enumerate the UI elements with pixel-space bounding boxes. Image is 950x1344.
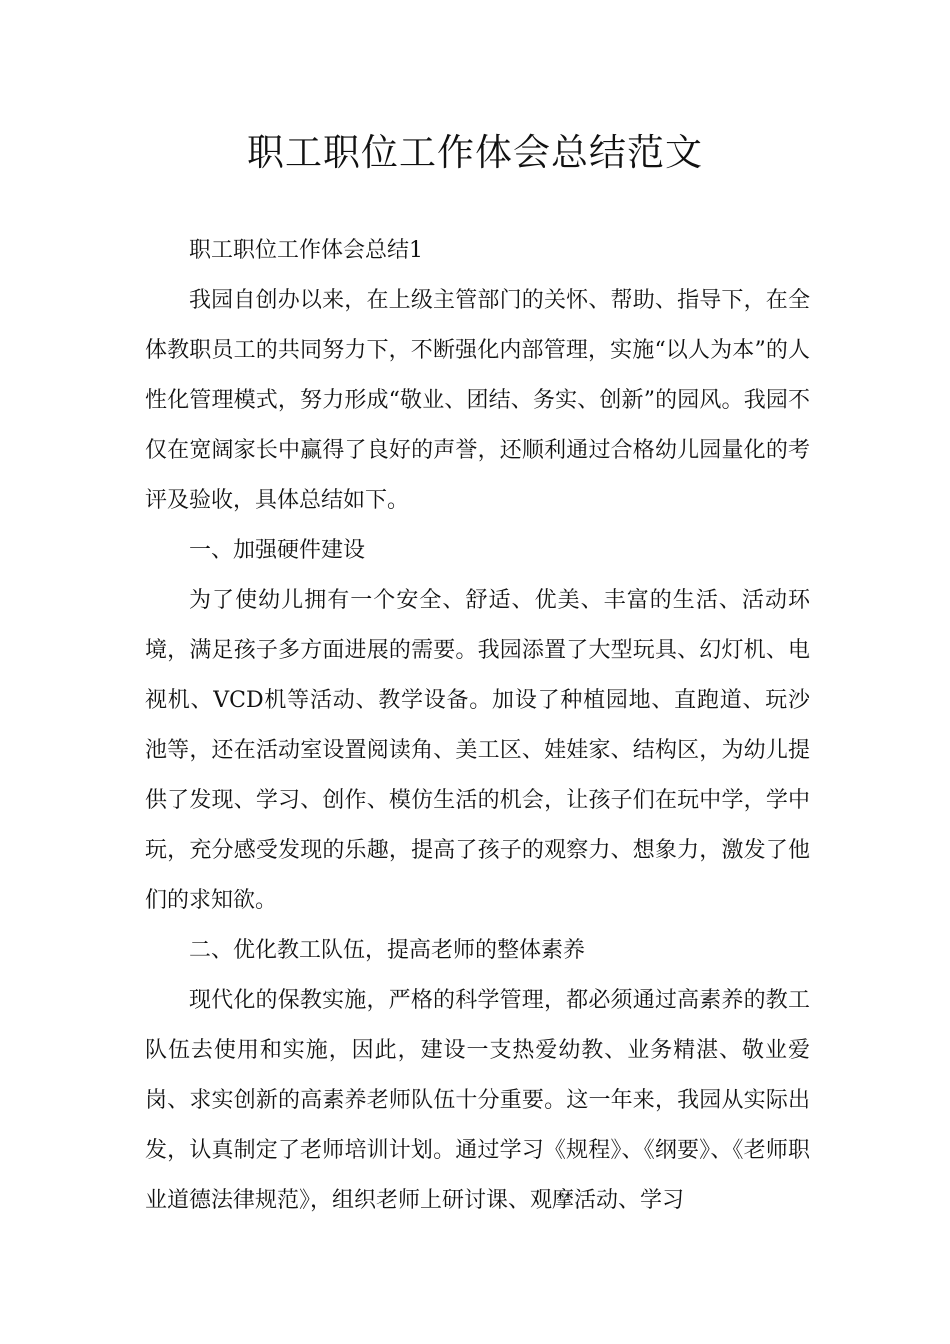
paragraph-hardware: 为了使幼儿拥有一个安全、舒适、优美、丰富的生活、活动环境，满足孩子多方面进展的需要。我园添置了大型玩具、幻灯机、电视机、VCD机等活动、教学设备。加设了种植园地、直跑道、玩沙池等，还在活动室设置阅读角、美工区、娃娃家、结构区，为幼儿提供了发现、学习、创作、模仿生活的机会，让孩子们在玩中学，学中玩，充分感受发现的乐趣，提高了孩子的观察力、想象力，激发了他们的求知欲。 (145, 588, 810, 913)
document-body (145, 226, 810, 1226)
section-heading-staff: 二、优化教工队伍，提高老师的整体素养 (189, 938, 586, 963)
section-heading-hardware: 一、加强硬件建设 (189, 538, 366, 563)
paragraph-intro: 我园自创办以来，在上级主管部门的关怀、帮助、指导下，在全体教职员工的共同努力下，不断强化内部管理，实施“以人为本”的人性化管理模式，努力形成“敬业、团结、务实、创新”的园风。我园不仅在宽阔家长中赢得了良好的声誉，还顺利通过合格幼儿园量化的考评及验收，具体总结如下。 (145, 288, 810, 513)
document-title: 职工职位工作体会总结范文 (247, 131, 703, 174)
paragraph-staff: 现代化的保教实施，严格的科学管理，都必须通过高素养的教工队伍去使用和实施，因此，建设一支热爱幼教、业务精湛、敬业爱岗、求实创新的高素养老师队伍十分重要。这一年来，我园从实际出发，认真制定了老师培训计划。通过学习《规程》、《纲要》、《老师职业道德法律规范》，组织老师上研讨课、观摩活动、学习 (145, 988, 810, 1213)
section-subtitle: 职工职位工作体会总结1 (189, 238, 423, 263)
